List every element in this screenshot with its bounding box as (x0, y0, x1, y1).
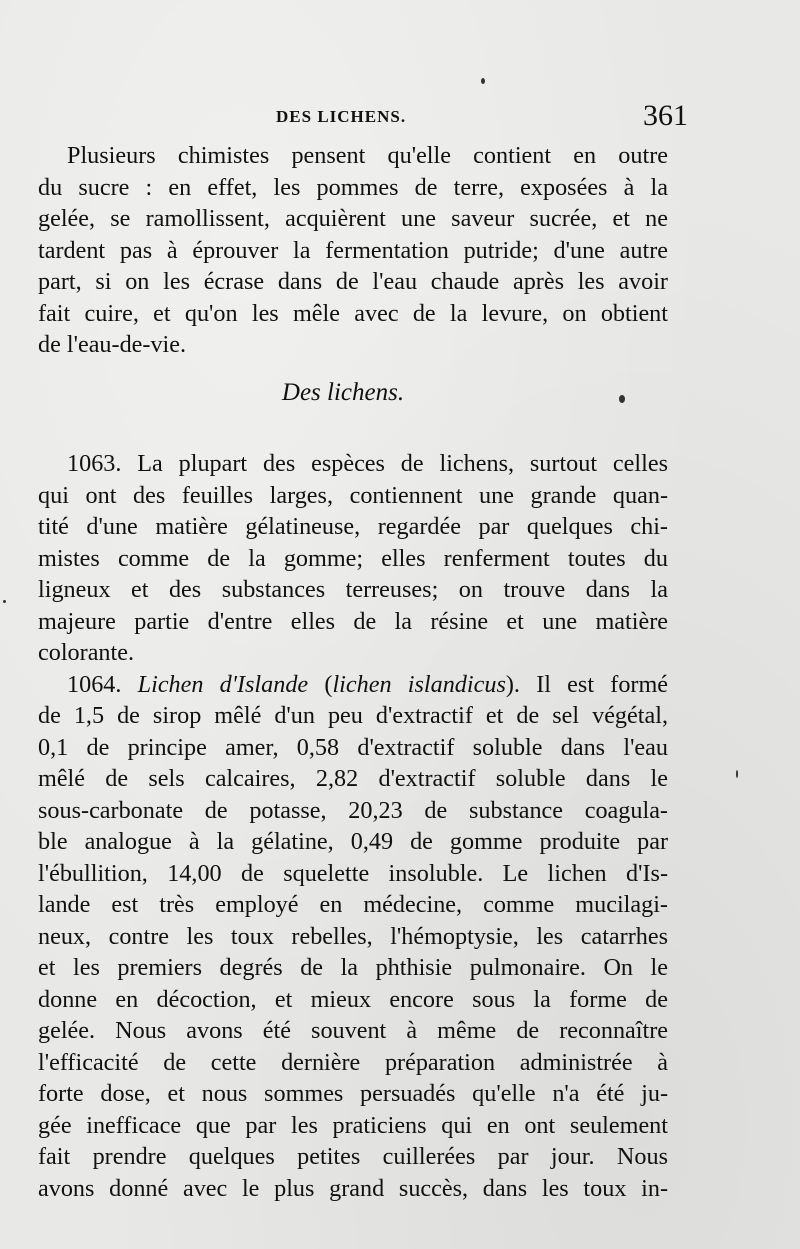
latin-name: lichen islandicus (332, 670, 506, 698)
page-number: 361 (643, 99, 688, 132)
paper-speck (481, 78, 485, 84)
paper-speck (619, 395, 625, 403)
text-line: ligneux et des substances terreuses; on trouve dans la (38, 576, 668, 603)
text-line: de l'eau-de-vie. (38, 331, 187, 358)
text-line: fait prendre quelques petites cuillerées par jour. Nous (38, 1143, 668, 1170)
text-line: colorante. (38, 639, 135, 666)
text-line: lande est très employé en médecine, comme mucilagi- (38, 891, 668, 918)
page-header (38, 99, 688, 139)
text-line: avons donné avec le plus grand succès, dans les toux in- (38, 1174, 668, 1202)
paper-speck (736, 770, 738, 778)
text-line: 1063. La plupart des espèces de lichens, surtout celles (67, 450, 668, 477)
lichen-name: Lichen d'Islande (137, 670, 309, 698)
text-line: mistes comme de la gomme; elles renferment toutes du (38, 544, 668, 572)
text-line: l'ébullition, 14,00 de squelette insoluble. Le lichen d'Is- (38, 859, 668, 887)
paper-speck (3, 600, 6, 603)
text-line: de 1,5 de sirop mêlé d'un peu d'extractif et de sel végétal, (38, 702, 668, 729)
paren-open: ( (308, 670, 333, 698)
text-line: gelée, se ramollissent, acquièrent une saveur sucrée, et ne (38, 205, 668, 232)
text-line: majeure partie d'entre elles de la résine et une matière (38, 607, 668, 635)
text-line: donne en décoction, et mieux encore sous la forme de (38, 985, 668, 1013)
text-line: l'efficacité de cette dernière préparation administrée à (38, 1048, 668, 1076)
text-line: neux, contre les toux rebelles, l'hémoptysie, les catarrhes (38, 922, 668, 950)
section-title: Des lichens. (281, 378, 405, 406)
text-line (38, 669, 668, 701)
text-line: 0,1 de principe amer, 0,58 d'extractif soluble dans l'eau (38, 733, 668, 761)
text-line: part, si on les écrase dans de l'eau chaude après les avoir (38, 268, 668, 295)
paren-close: ). Il est formé (505, 670, 669, 698)
text-line: du sucre : en effet, les pommes de terre, exposées à la (38, 173, 668, 201)
text-line: gelée. Nous avons été souvent à même de reconnaître (38, 1017, 668, 1044)
text-line: Plusieurs chimistes pensent qu'elle contient en outre (67, 142, 668, 169)
article-number: 1064. (67, 670, 122, 698)
text-line: sous-carbonate de potasse, 20,23 de substance coagula- (38, 796, 668, 824)
text-line: fait cuire, et qu'on les mêle avec de la levure, on obtient (38, 299, 668, 327)
text-line: gée inefficace que par les praticiens qui en ont seulement (38, 1111, 668, 1139)
text-line: tardent pas à éprouver la fermentation putride; d'une autre (38, 236, 668, 264)
text-line: tité d'une matière gélatineuse, regardée par quelques chi- (38, 513, 668, 540)
body-text (38, 140, 668, 1204)
text-line: forte dose, et nous sommes persuadés qu'elle n'a été ju- (38, 1080, 668, 1107)
text-line: mêlé de sels calcaires, 2,82 d'extractif soluble dans le (38, 765, 668, 792)
text-line: et les premiers degrés de la phthisie pulmonaire. On le (38, 954, 668, 981)
text-line: ble analogue à la gélatine, 0,49 de gomme produite par (38, 828, 668, 855)
running-head: DES LICHENS. (276, 107, 407, 126)
text-line: qui ont des feuilles larges, contiennent une grande quan- (38, 481, 668, 509)
